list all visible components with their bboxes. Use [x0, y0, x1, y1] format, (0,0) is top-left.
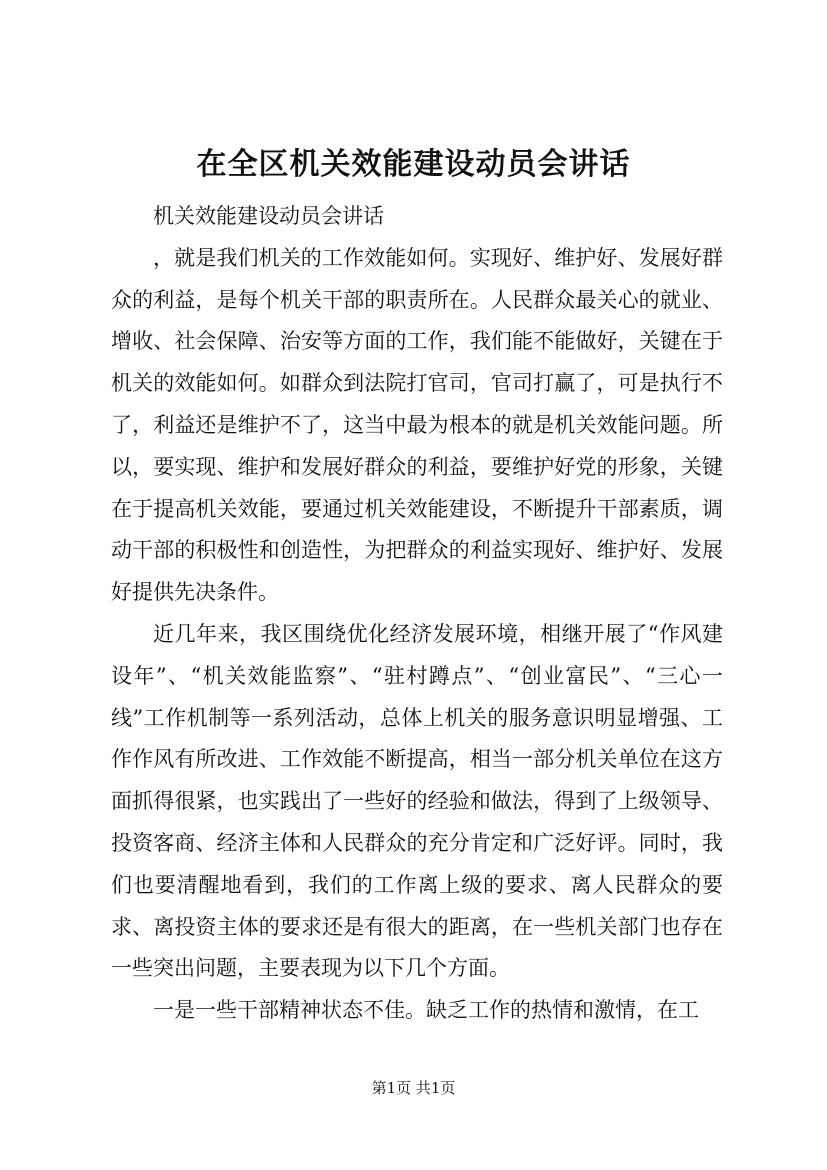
paragraph-efficiency: ，就是我们机关的工作效能如何。实现好、维护好、发展好群众的利益，是每个机关干部的职责所在。人民群众最关心的就业、增收、社会保障、治安等方面的工作，我们能不能做好，关键在于机关的效能如何。如群众到法院打官司，官司打赢了，可是执行不了，利益还是维护不了，这当中最为根本的就是机关效能问题。所以，要实现、维护和发展好群众的利益，要维护好党的形象，关键在于提高机关效能，要通过机关效能建设，不断提升干部素质，调动干部的积极性和创造性，为把群众的利益实现好、维护好、发展好提供先决条件。 [111, 245, 723, 605]
document-title: 在全区机关效能建设动员会讲话 [196, 147, 631, 182]
document-body [111, 196, 723, 1032]
paragraph-subtitle: 机关效能建设动员会讲话 [153, 204, 384, 228]
page-footer: 第1页 共1页 [371, 1079, 456, 1097]
paragraph-recent-years: 近几年来，我区围绕优化经济发展环境，相继开展了“作风建设年”、“机关效能监察”、“驻村蹲点”、“创业富民”、“三心一线”工作机制等一系列活动，总体上机关的服务意识明显增强、工作作风有所改进、工作效能不断提高，相当一部分机关单位在这方面抓得很紧，也实践出了一些好的经验和做法，得到了上级领导、投资客商、经济主体和人民群众的充分肯定和广泛好评。同时，我们也要清醒地看到，我们的工作离上级的要求、离人民群众的要求、离投资主体的要求还是有很大的距离，在一些机关部门也存在一些突出问题，主要表现为以下几个方面。 [111, 621, 723, 981]
paragraph-problems: 一是一些干部精神状态不佳。缺乏工作的热情和激情，在工 [153, 998, 699, 1023]
